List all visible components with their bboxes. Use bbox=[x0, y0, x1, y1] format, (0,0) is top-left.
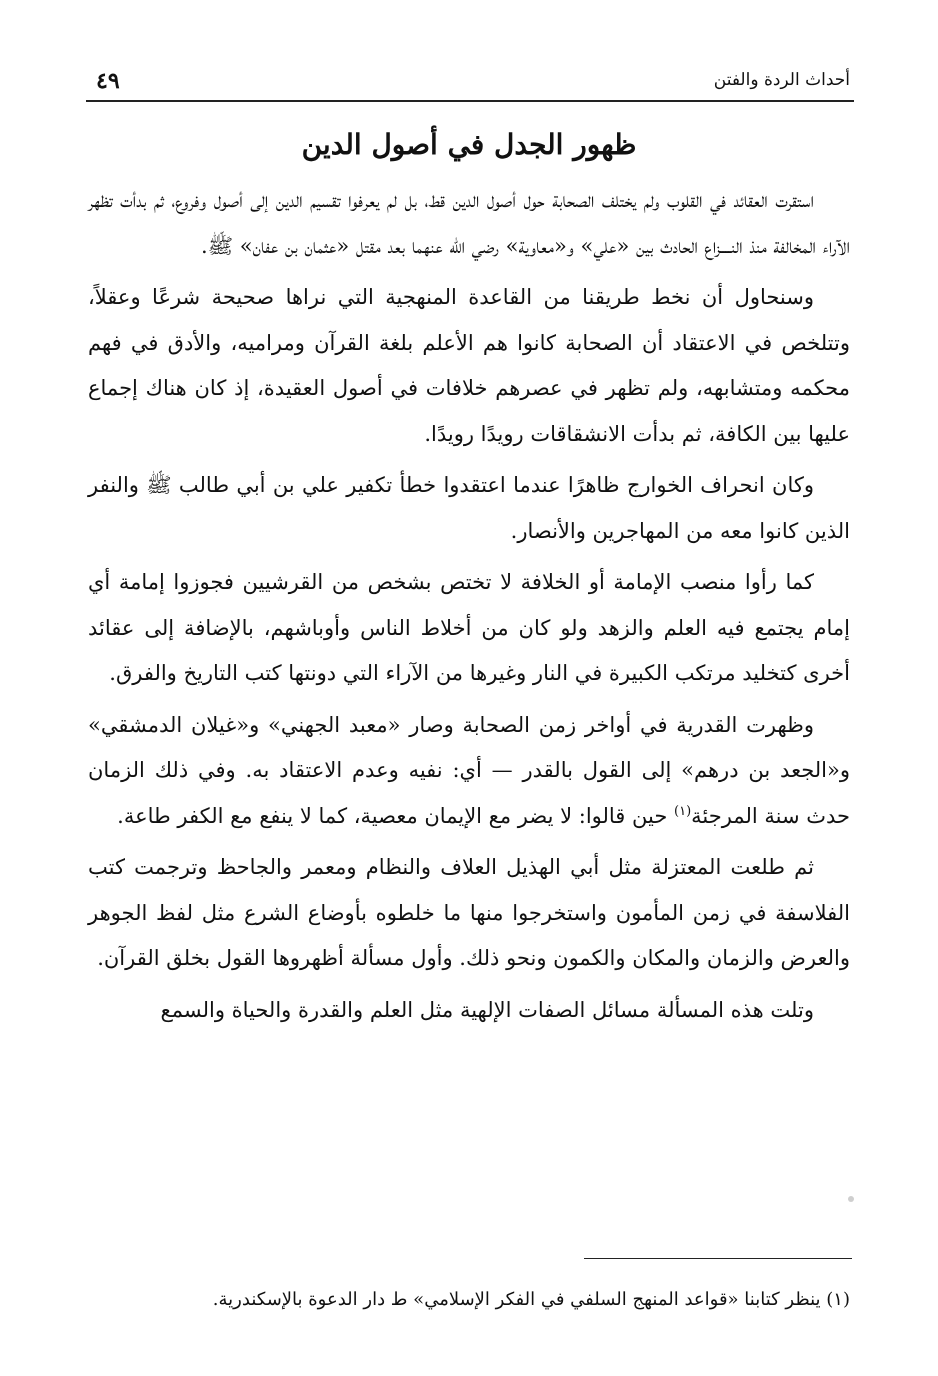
page-number: ٤٩ bbox=[96, 68, 120, 94]
footnote: (١) ينظر كتابنا «قواعد المنهج السلفي في الفكر الإسلامي» ط دار الدعوة بالإسكندرية. bbox=[212, 1289, 850, 1310]
paragraph: كما رأوا منصب الإمامة أو الخلافة لا تختص بشخص من القرشيين فجوزوا إمامة أي إمام يجتمع فيه العلم والزهد ولو كان من أخلاط الناس وأوباشهم، بالإضافة إلى عقائد أخرى كتخليد مرتكب الكبيرة في النار وغيرها من الآراء التي دونتها كتب التاريخ والفرق. bbox=[88, 570, 850, 685]
section-heading: ظهور الجدل في أصول الدين bbox=[301, 128, 637, 161]
paragraph-text: وظهرت القدرية في أواخر زمن الصحابة وصار «معبد الجهني» و«غيلان الدمشقي» و«الجعد بن درهم» إلى القول بالقدر — أي: نفيه وعدم الاعتقاد به. وفي ذلك الزمان حدث سنة المرجئة bbox=[88, 712, 850, 828]
footnote-reference: (١) bbox=[674, 803, 692, 819]
paragraph: ثم طلعت المعتزلة مثل أبي الهذيل العلاف والنظام ومعمر والجاحظ وترجمت كتب الفلاسفة في زمن المأمون واستخرجوا منها ما خلطوه بأوضاع الشرع مثل لفظ الجوهر والعرض والزمان والمكان والكمون ونحو ذلك. وأول مسألة أظهروها القول بخلق القرآن. bbox=[88, 855, 850, 970]
scan-speck bbox=[848, 1196, 854, 1202]
paragraph bbox=[88, 703, 850, 840]
page-header bbox=[88, 68, 850, 94]
paragraph-text: حين قالوا: لا يضر مع الإيمان معصية، كما لا ينفع مع الكفر طاعة. bbox=[117, 803, 674, 828]
paragraph: وكان انحراف الخوارج ظاهرًا عندما اعتقدوا خطأ تكفير علي بن أبي طالب ﷺ والنفر الذين كانوا معه من المهاجرين والأنصار. bbox=[88, 473, 850, 543]
header-divider bbox=[86, 100, 854, 102]
paragraph: استقرت العقائد في القلوب ولم يختلف الصحابة حول أصول الدين قط، بل لم يعرفوا تقسيم الدين إلى أصول وفروع، ثم بدأت تظهر الآراء المخالفة منذ النــــزاع الحادث بين «علي» و«معاوية» رضي الله عنهما بعد مقتل «عثمان بن عفان» ﷺ. bbox=[88, 188, 850, 258]
paragraph: وسنحاول أن نخط طريقنا من القاعدة المنهجية التي نراها صحيحة شرعًا وعقلاً، وتتلخص في الاعتقاد أن الصحابة كانوا هم الأعلم بلغة القرآن ومراميه، والأدق في فهم محكمه ومتشابهه، ولم تظهر في عصرهم خلافات في أصول العقيدة، إذ كان هناك إجماع عليها بين الكافة، ثم بدأت الانشقاقات رويدًا رويدًا. bbox=[88, 285, 850, 446]
paragraph: وتلت هذه المسألة مسائل الصفات الإلهية مثل العلم والقدرة والحياة والسمع bbox=[160, 997, 814, 1022]
body-text bbox=[88, 178, 850, 1039]
running-title: أحداث الردة والفتن bbox=[713, 70, 850, 90]
footnote-divider bbox=[584, 1258, 852, 1259]
